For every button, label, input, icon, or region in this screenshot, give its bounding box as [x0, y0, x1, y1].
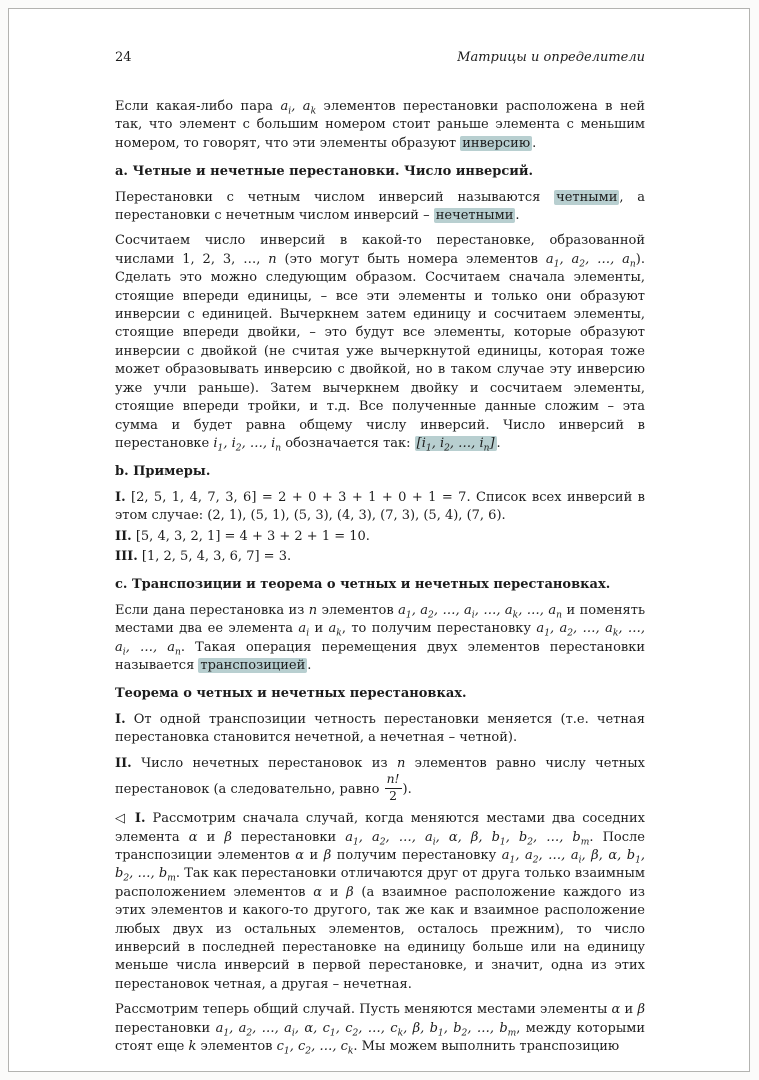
text-run: n — [268, 251, 277, 267]
example-3 — [115, 548, 645, 566]
running-title: Матрицы и определители — [457, 50, 645, 65]
highlighted-term: [$i_1$, $i_2$, …, $i_n$] — [416, 435, 495, 454]
highlighted-term: инверсию — [462, 135, 531, 151]
text-run: ). — [402, 781, 412, 797]
text-run: $a_1$, $a_2$, …, $a_i$, …, $a_k$, …, $a_n$ — [398, 602, 562, 621]
text-run: Если дана перестановка из — [115, 602, 309, 618]
heading-even-odd-permutations: a. Четные и нечетные перестановки. Число инверсий. — [115, 164, 534, 180]
text-run: , то получим перестановку — [341, 621, 537, 637]
paragraph-inversion-counting — [115, 232, 645, 453]
text-run: $a_1$, $a_2$, …, $a_i$, α, β, $b_1$, $b_2$, …, $b_m$ — [345, 829, 590, 848]
text-run: (а взаимное расположение каждого из этих элементов и какого-то другого, так же как и взаимное расположение любых двух из остальных элементов, осталось прежним), то число инверсий в последней перестановке на единицу больше или на единицу меньше числа инверсий в первой перестановке, и значит, одна из этих перестановок четная, а другая – нечетная. — [115, 884, 645, 992]
text-run: и — [620, 1002, 638, 1018]
text-run: $i_1$, $i_2$, …, $i_n$ — [213, 435, 282, 454]
heading-transpositions: c. Транспозиции и теорема о четных и нечетных перестановках. — [115, 577, 611, 593]
text-run: [5, 4, 3, 2, 1] = 4 + 3 + 2 + 1 = 10. — [131, 528, 370, 544]
text-run: $a_1$, $a_2$, …, $a_n$ — [545, 251, 636, 270]
text-run: ). Сделать это можно следующим образом. Сосчитаем сначала элементы, стоящие впереди единицы, – все эти элементы и только они образуют инверсии с единицей. Вычеркнем затем единицу и сосчитаем элементы, стоящие впереди двойки, – это будут все элементы, которые образуют инверсии с двойкой (не считая уже вычеркнутой единицы, которая тоже может образовывать инверсию с двойкой, но в таком случае эту инверсию уже учли раньше). Затем вычеркнем двойку и сосчитаем элементы, стоящие впереди тройки, и т.д. Все полученные данные сложим – эта сумма и будет равна общему числу инверсий. Число инверсий в перестановке — [115, 251, 645, 451]
heading-examples: b. Примеры. — [115, 464, 211, 480]
text-run: [2, 5, 1, 4, 7, 3, 6] = 2 + 0 + 3 + 1 + 0 + 1 = 7. Список всех инверсий в этом случае: (2, 1), (5, 1), (5, 3), (4, 3), (7, 3), (5, 4), (7, 6). — [115, 489, 645, 524]
text-run: Рассмотрим сначала случай, когда меняются местами два соседних элемента — [115, 811, 645, 845]
text-run: α — [611, 1002, 621, 1018]
text-run: $a_i$, $a_k$ — [280, 99, 317, 117]
text-run: . — [515, 208, 520, 224]
highlighted-term: транспозицией — [200, 657, 306, 673]
highlighted-term: нечетными — [435, 208, 514, 224]
text-run: $a_k$ — [328, 621, 342, 639]
text-run: Сосчитаем число инверсий в какой-то перестановке, образованной числами 1, 2, 3, …, — [115, 233, 645, 267]
text-run: $a_1$, $a_2$, …, $a_k$, …, $a_i$, …, $a_n$ — [115, 621, 645, 658]
text-run: I. — [115, 489, 126, 505]
text-run: β — [323, 847, 332, 863]
text-run: . — [496, 435, 501, 451]
paragraph-inversion-intro — [115, 98, 645, 153]
paragraph-even-odd-definition — [115, 189, 645, 226]
page-content — [9, 65, 749, 1056]
text-run: I. — [115, 711, 126, 727]
text-run: . — [532, 135, 537, 151]
paragraph-transposition-definition — [115, 602, 645, 676]
text-run: элементов — [317, 602, 399, 618]
text-run: и — [309, 621, 329, 637]
text-run: элементов равно числу четных перестановок (а следовательно, равно — [115, 755, 645, 797]
text-run: . Такая операция перемещения двух элементов перестановки называется — [115, 639, 645, 673]
text-run: Если какая-либо пара — [115, 99, 281, 114]
theorem-statement-2 — [115, 755, 645, 804]
text-run: . После транспозиции элементов — [115, 829, 645, 863]
text-run: получим перестановку — [331, 847, 502, 863]
example-2 — [115, 528, 645, 546]
text-run: и поменять местами два ее элемента — [115, 602, 646, 637]
text-run: α — [295, 847, 305, 863]
text-run: , а перестановки с нечетным числом инверсий – — [115, 189, 646, 224]
inline-fraction: $\frac{n!}{2}$ — [386, 772, 400, 803]
text-run: $a_1$, $a_2$, …, $a_i$, β, α, $b_1$, $b_2$, …, $b_m$ — [115, 847, 646, 884]
text-run: Рассмотрим теперь общий случай. Пусть меняются местами элементы — [115, 1002, 612, 1018]
text-run: β — [637, 1002, 645, 1018]
text-run: [1, 2, 5, 4, 3, 6, 7] = 3. — [137, 548, 292, 564]
page-number: 24 — [115, 50, 132, 65]
text-run: $c_1$, $c_2$, …, $c_k$ — [276, 1039, 354, 1057]
text-run: и — [304, 847, 324, 863]
text-run: От одной транспозиции четность перестановки меняется (т.е. четная перестановка становится нечетной, а нечетная – четной). — [115, 711, 645, 746]
text-run: (это могут быть номера элементов — [276, 251, 546, 267]
text-run: $a_i$ — [298, 621, 310, 639]
text-run: β — [346, 884, 354, 900]
theorem-statement-1 — [115, 711, 645, 748]
text-run: , между которыми стоят еще — [115, 1020, 645, 1055]
text-run: элементов — [196, 1039, 277, 1055]
book-page — [8, 8, 750, 1072]
text-run: ◁ — [115, 811, 135, 827]
text-run: перестановки — [115, 1020, 216, 1036]
heading-theorem: Теорема о четных и нечетных перестановках. — [115, 686, 467, 702]
text-run: α — [313, 884, 323, 900]
text-run: n — [308, 602, 318, 618]
example-1 — [115, 489, 645, 526]
text-run: III. — [115, 548, 138, 564]
text-run: и — [322, 884, 347, 900]
text-run: . Мы можем выполнить транспозицию — [353, 1039, 620, 1055]
text-run: обозначается так: — [281, 435, 415, 451]
proof-adjacent-case — [115, 810, 645, 994]
text-run: и — [197, 829, 225, 845]
text-run: II. — [115, 528, 132, 544]
text-run: I. — [134, 811, 146, 827]
text-run: элементов перестановки расположена в ней так, что элемент с большим номером стоит раньше элемента с меньшим номером, то говорят, что эти элементы образуют — [115, 99, 645, 151]
text-run: Перестановки с четным числом инверсий называются — [115, 189, 555, 205]
text-run: $a_1$, $a_2$, …, $a_i$, α, $c_1$, $c_2$, …, $c_k$, β, $b_1$, $b_2$, …, $b_m$ — [215, 1020, 517, 1039]
text-run: n — [396, 755, 406, 771]
text-run: Число нечетных перестановок из — [131, 755, 397, 771]
text-run: перестановки — [231, 829, 346, 845]
proof-general-case — [115, 1001, 645, 1056]
text-run: . — [307, 657, 312, 673]
text-run: β — [224, 829, 232, 845]
text-run: α — [188, 829, 198, 845]
highlighted-term: четными — [556, 189, 618, 205]
text-run: . Так как перестановки отличаются друг от друга только взаимным расположением элементов — [115, 866, 645, 900]
text-run: k — [188, 1039, 197, 1055]
text-run: II. — [115, 755, 132, 771]
page-header — [9, 9, 749, 65]
